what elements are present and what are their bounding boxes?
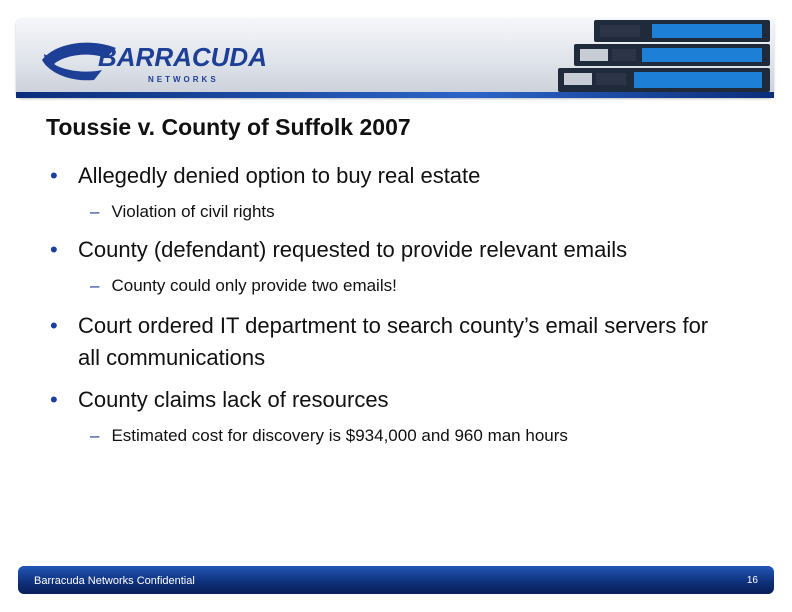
bullet-text: Allegedly denied option to buy real estate	[78, 163, 481, 188]
sub-bullet-item	[90, 276, 397, 296]
bullet-text: Court ordered IT department to search county’s email servers for all communications	[78, 313, 709, 370]
footer-confidential: Barracuda Networks Confidential	[34, 575, 195, 587]
bullet-text: County (defendant) requested to provide relevant emails	[78, 237, 628, 262]
sub-bullet-item	[90, 426, 568, 446]
slide-title: Toussie v. County of Suffolk 2007	[46, 114, 411, 140]
header-banner	[16, 18, 774, 98]
bullet-dot-icon: •	[50, 313, 58, 338]
sub-bullet-text: Violation of civil rights	[111, 202, 275, 221]
bullet-item	[50, 234, 750, 266]
sub-bullet-text: Estimated cost for discovery is $934,000 and 960 man hours	[111, 426, 568, 445]
logo-subtext: NETWORKS	[148, 75, 219, 84]
barracuda-logo	[36, 30, 267, 90]
dash-icon: –	[90, 276, 100, 295]
bullet-dot-icon: •	[50, 387, 58, 412]
sub-bullet-item	[90, 202, 275, 222]
bullet-dot-icon: •	[50, 237, 58, 262]
bullet-item	[50, 160, 610, 192]
page-number: 16	[746, 575, 758, 586]
server-appliances-image	[534, 18, 774, 98]
header-accent-bar	[16, 92, 774, 98]
bullet-dot-icon: •	[50, 163, 58, 188]
dash-icon: –	[90, 426, 100, 445]
bullet-text: County claims lack of resources	[78, 387, 389, 412]
footer-bar	[18, 566, 774, 594]
dash-icon: –	[90, 202, 100, 221]
bullet-item	[50, 310, 710, 374]
bullet-item	[50, 384, 610, 416]
sub-bullet-text: County could only provide two emails!	[111, 276, 397, 295]
logo-wordmark: BARRACUDA	[98, 42, 267, 72]
